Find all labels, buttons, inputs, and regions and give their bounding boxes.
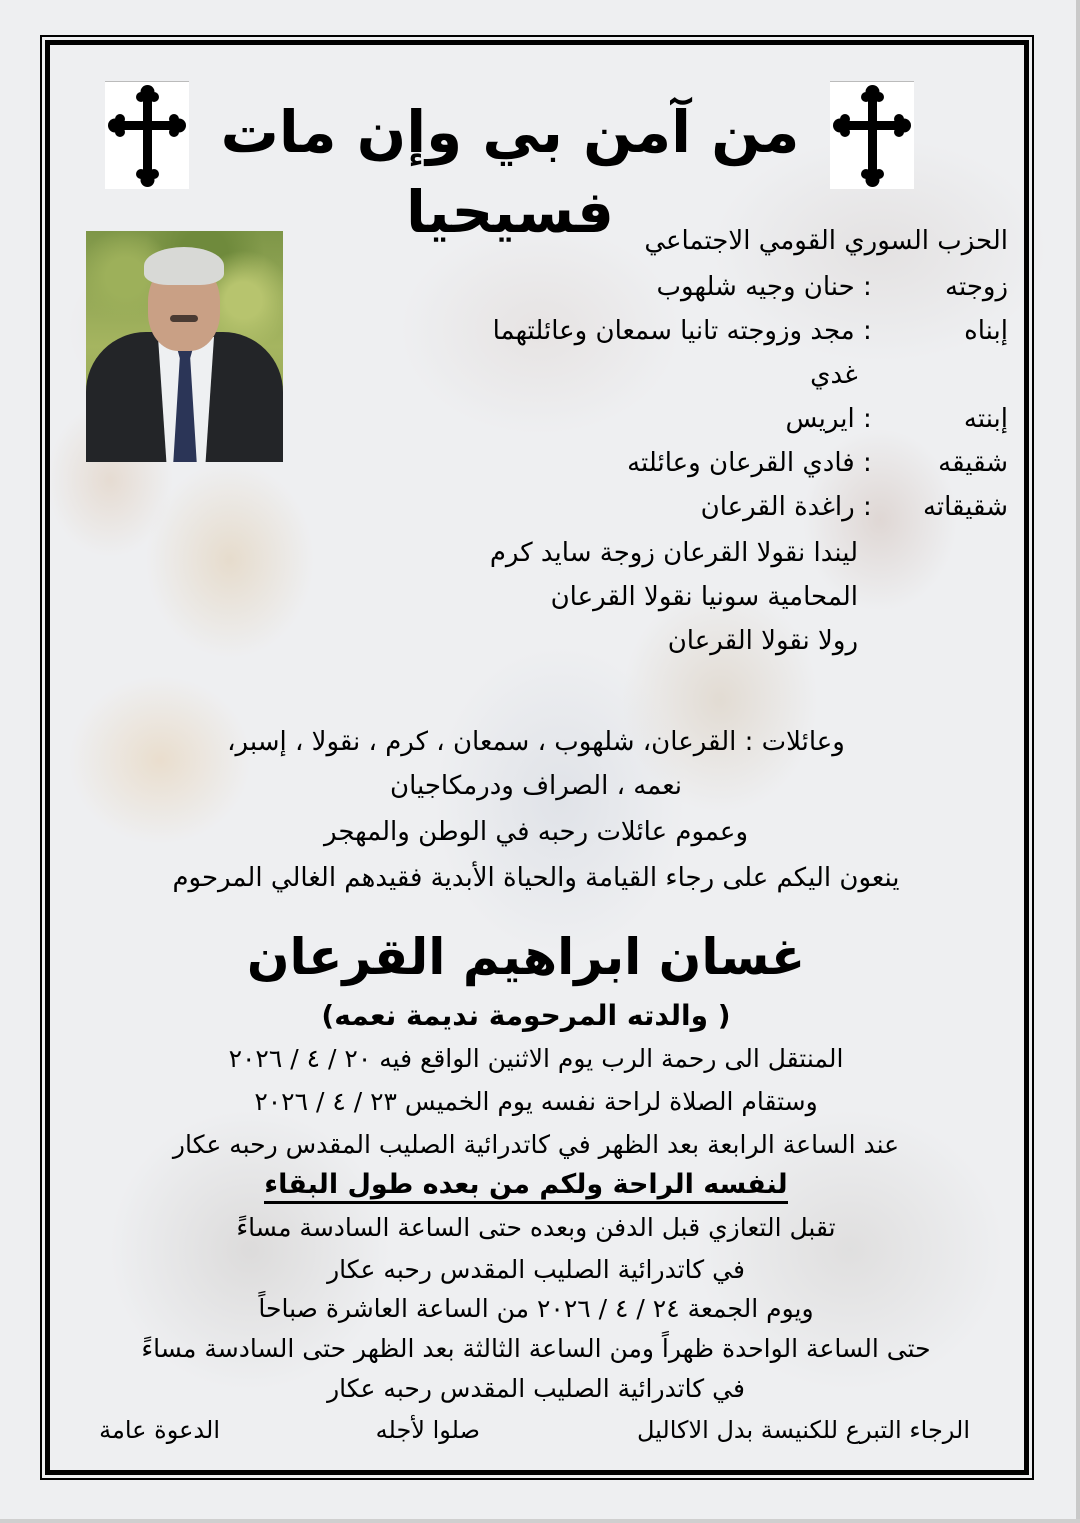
family-row-sons (493, 314, 1008, 348)
cross-icon-right (830, 82, 914, 189)
sister-line: المحامية سونيا نقولا القرعان (550, 582, 858, 612)
prayer-date: وستقام الصلاة لراحة نفسه يوم الخميس ٢٣ / ٤ / ٢٠٢٦ (254, 1087, 818, 1116)
deceased-photo (86, 231, 283, 462)
family-label: زوجته (945, 272, 1008, 302)
family-row-brother (627, 446, 1008, 480)
condolence-line: حتى الساعة الواحدة ظهراً ومن الساعة الثالثة بعد الظهر حتى السادسة مساءً (141, 1334, 931, 1363)
sister-line: ليندا نقولا القرعان زوجة سايد كرم (489, 538, 858, 568)
sister-line: رولا نقولا القرعان (667, 626, 858, 656)
photo-mustache (170, 315, 198, 322)
deceased-name: غسان ابراهيم القرعان (246, 928, 806, 986)
page-title: من آمن بي وإن مات فسيحيا (220, 98, 800, 246)
pray-note: صلوا لأجله (375, 1416, 480, 1444)
deceased-mother: ( والدته المرحومة نديمة نعمه) (321, 999, 731, 1032)
family-row-daughter (786, 402, 1008, 436)
family-value: : مجد وزوجته تانيا سمعان وعائلتهما (492, 316, 872, 346)
family-row-sons-cont (810, 358, 1008, 392)
cross-icon (830, 81, 914, 189)
family-value: : حنان وجيه شلهوب (656, 272, 872, 302)
family-row-wife (657, 270, 1008, 304)
condolence-line: في كاتدرائية الصليب المقدس رحبه عكار (327, 1374, 745, 1403)
donation-note: الرجاء التبرع للكنيسة بدل الاكاليل (636, 1416, 970, 1444)
family-label: إبنته (963, 404, 1008, 434)
farewell-line (40, 1168, 1012, 1202)
family-label: شقيقاته (922, 492, 1008, 522)
family-value: : ايريس (785, 404, 872, 434)
families-line: وعائلات : القرعان، شلهوب ، سمعان ، كرم ، نقولا ، إسبر، (227, 727, 845, 757)
page-edge (1076, 0, 1080, 1523)
family-label: إبناه (964, 316, 1008, 346)
photo-hair (144, 247, 224, 285)
farewell-text: لنفسه الراحة ولكم من بعده طول البقاء (264, 1169, 787, 1204)
family-value: : راغدة القرعان (700, 492, 872, 522)
passed-date: المنتقل الى رحمة الرب يوم الاثنين الواقع فيه ٢٠ / ٤ / ٢٠٢٦ (228, 1044, 844, 1073)
family-value: : فادي القرعان وعائلته (627, 448, 872, 478)
family-value: غدي (810, 360, 858, 390)
invitation-note: الدعوة عامة (99, 1416, 220, 1444)
condolence-line: في كاتدرائية الصليب المقدس رحبه عكار (327, 1255, 745, 1284)
family-row-sisters (701, 490, 1008, 524)
cross-icon (105, 81, 189, 189)
families-line: وعموم عائلات رحبه في الوطن والمهجر (323, 817, 749, 847)
families-line: ينعون اليكم على رجاء القيامة والحياة الأبدية فقيدهم الغالي المرحوم (172, 863, 900, 893)
condolence-line: تقبل التعازي قبل الدفن وبعده حتى الساعة السادسة مساءً (236, 1213, 836, 1242)
page-bottom-edge (0, 1519, 1080, 1523)
cross-icon-left (105, 82, 189, 189)
condolence-line: ويوم الجمعة ٢٤ / ٤ / ٢٠٢٦ من الساعة العاشرة صباحاً (258, 1294, 814, 1323)
party-name: الحزب السوري القومي الاجتماعي (644, 226, 1008, 256)
families-line: نعمه ، الصراف ودرمكاجيان (390, 771, 682, 801)
family-label: شقيقه (938, 448, 1008, 478)
prayer-place: عند الساعة الرابعة بعد الظهر في كاتدرائية الصليب المقدس رحبه عكار (172, 1130, 900, 1159)
